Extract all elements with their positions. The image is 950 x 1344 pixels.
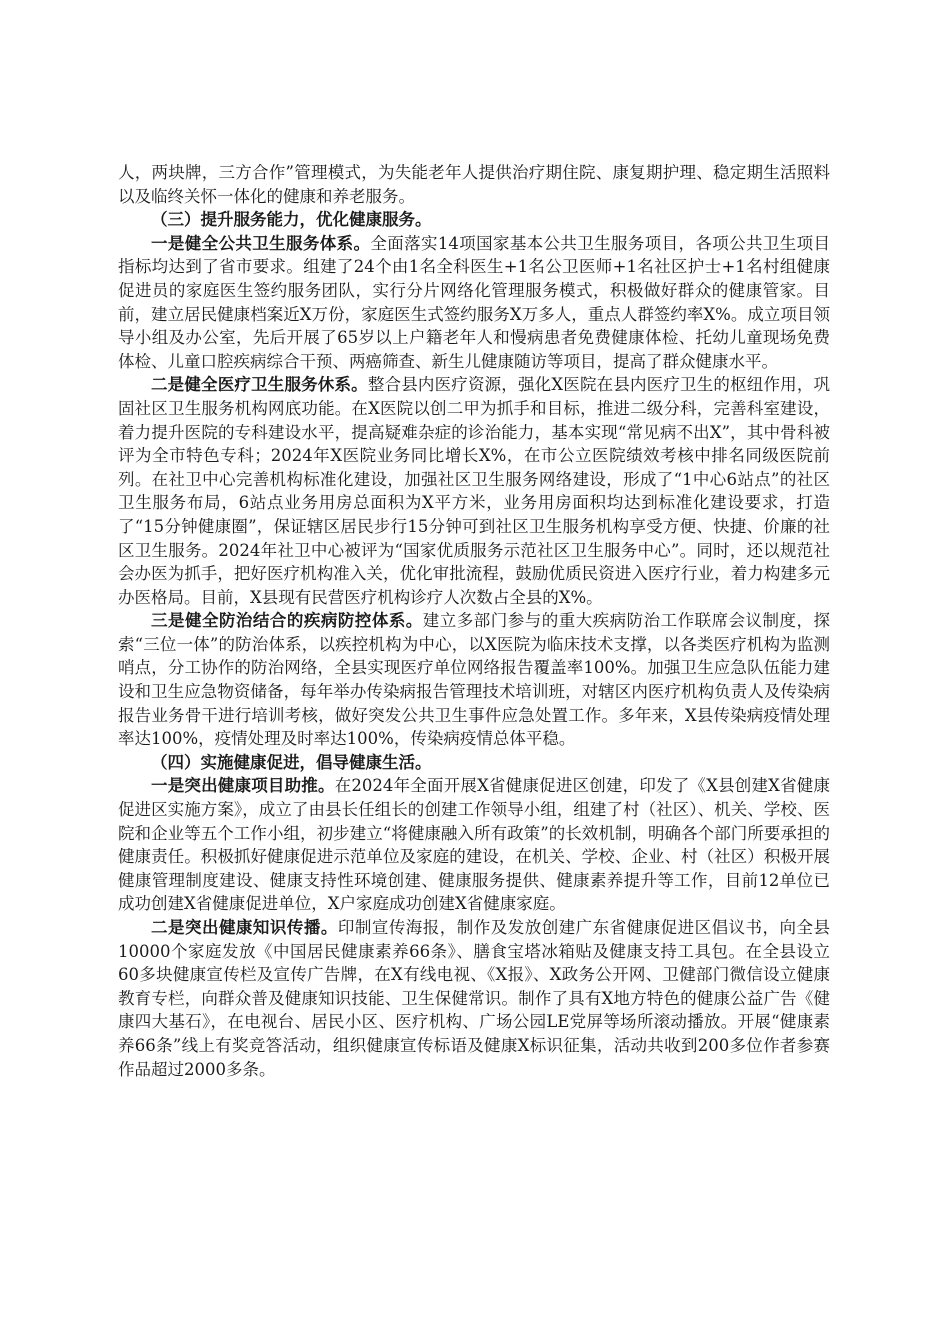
paragraph-text: 全面落实14项国家基本公共卫生服务项目，各项公共卫生项目指标均达到了省市要求。组建了24个由1名全科医生+1名公卫医师+1名社区护士+1名村组健康促进员的家庭医生签约服务团队，实行分片网络化管理服务模式，积极做好群众的健康管家。目前，建立居民健康档案近X万份，家庭医生式签约服务X万多人，重点人群签约率X%。成立项目领导小组及办公室，先后开展了65岁以上户籍老年人和慢病患者免费健康体检、托幼儿童现场免费体检、儿童口腔疾病综合干预、两癌筛查、新生儿健康随访等项目，提高了群众健康水平。 [118, 233, 831, 371]
paragraph-lead: 二是健全医疗卫生服务休系。 [151, 375, 368, 395]
paragraph-lead: 三是健全防治结合的疾病防控体系。 [151, 611, 423, 631]
heading-text: （三）提升服务能力，优化健康服务。 [151, 210, 432, 230]
section-heading-4 [118, 751, 830, 775]
paragraph-text: 整合县内医疗资源，强化X医院在县内医疗卫生的枢纽作用，巩固社区卫生服务机构网底功能。在X医院以创二甲为抓手和目标，推进二级分科，完善科室建设，着力提升医院的专科建设水平，提高疑难杂症的诊治能力，基本实现“常见病不出X”，其中骨科被评为全市特色专科；2024年X医院业务同比增长X%，在市公立医院绩效考核中排名同级医院前列。在社卫中心完善机构标准化建设，加强社区卫生服务网络建设，形成了“1中心6站点”的社区卫生服务布局，6站点业务用房总面积为X平方米，业务用房面积均达到标准化建设要求，打造了“15分钟健康圈”，保证辖区居民步行15分钟可到社区卫生服务机构享受方便、快捷、价廉的社区卫生服务。2024年社卫中心被评为“国家优质服务示范社区卫生服务中心”。同时，还以规范社会办医为抓手，把好医疗机构准入关，优化审批流程，鼓励优质民资进入医疗行业，着力构建多元办医格局。目前，X县现有民营医疗机构诊疗人次数占全县的X%。 [118, 375, 830, 607]
document-body [118, 161, 830, 1081]
paragraph-health-projects [118, 774, 830, 916]
paragraph-medical-service [118, 373, 830, 609]
paragraph-health-knowledge [118, 916, 830, 1081]
paragraph-public-health [118, 232, 830, 374]
paragraph-continuation [118, 161, 830, 208]
paragraph-disease-control [118, 609, 830, 751]
paragraph-lead: 二是突出健康知识传播。 [151, 918, 338, 937]
paragraph-lead: 一是突出健康项目助推。 [151, 776, 335, 796]
paragraph-text: 建立多部门参与的重大疾病防治工作联席会议制度，探索“三位一体”的防治体系，以疾控机构为中心，以X医院为临床技术支撑，以各类医疗机构为监测哨点，分工协作的防治网络，全县实现医疗单位网络报告覆盖率100%。加强卫生应急队伍能力建设和卫生应急物资储备，每年举办传染病报告管理技术培训班，对辖区内医疗机构负责人及传染病报告业务骨干进行培训考核，做好突发公共卫生事件应急处置工作。多年来，X县传染病疫情处理率达100%，疫情处理及时率达100%，传染病疫情总体平稳。 [118, 611, 831, 749]
section-heading-3 [118, 208, 830, 232]
paragraph-text: 人，两块牌，三方合作”管理模式，为失能老年人提供治疗期住院、康复期护理、稳定期生活照料以及临终关怀一体化的健康和养老服务。 [118, 163, 830, 206]
paragraph-text: 印制宣传海报，制作及发放创建广东省健康促进区倡议书，向全县10000个家庭发放《中国居民健康素养66条》、膳食宝塔冰箱贴及健康支持工具包。在全县设立60多块健康宣传栏及宣传广告牌，在X有线电视、《X报》、X政务公开网、卫健部门微信设立健康教育专栏，向群众普及健康知识技能、卫生保健常识。制作了具有X地方特色的健康公益广告《健康四大基石》，在电视台、居民小区、医疗机构、广场公园LE党屏等场所滚动播放。开展“健康素养66条”线上有奖竞答活动，组织健康宣传标语及健康X标识征集，活动共收到200多位作者参赛作品超过2000多条。 [118, 918, 831, 1079]
heading-text: （四）实施健康促进，倡导健康生活。 [151, 752, 432, 772]
paragraph-lead: 一是健全公共卫生服务体系。 [151, 233, 371, 253]
paragraph-text: 在2024年全面开展X省健康促进区创建，印发了《X县创建X省健康促进区实施方案》，成立了由县长任组长的创建工作领导小组，组建了村（社区）、机关、学校、医院和企业等五个工作小组，初步建立“将健康融入所有政策”的长效机制，明确各个部门所要承担的健康责任。积极抓好健康促进示范单位及家庭的建设，在机关、学校、企业、村（社区）积极开展健康管理制度建设、健康支持性环境创建、健康服务提供、健康素养提升等工作，目前12单位已成功创建X省健康促进单位，X户家庭成功创建X省健康家庭。 [118, 776, 831, 914]
